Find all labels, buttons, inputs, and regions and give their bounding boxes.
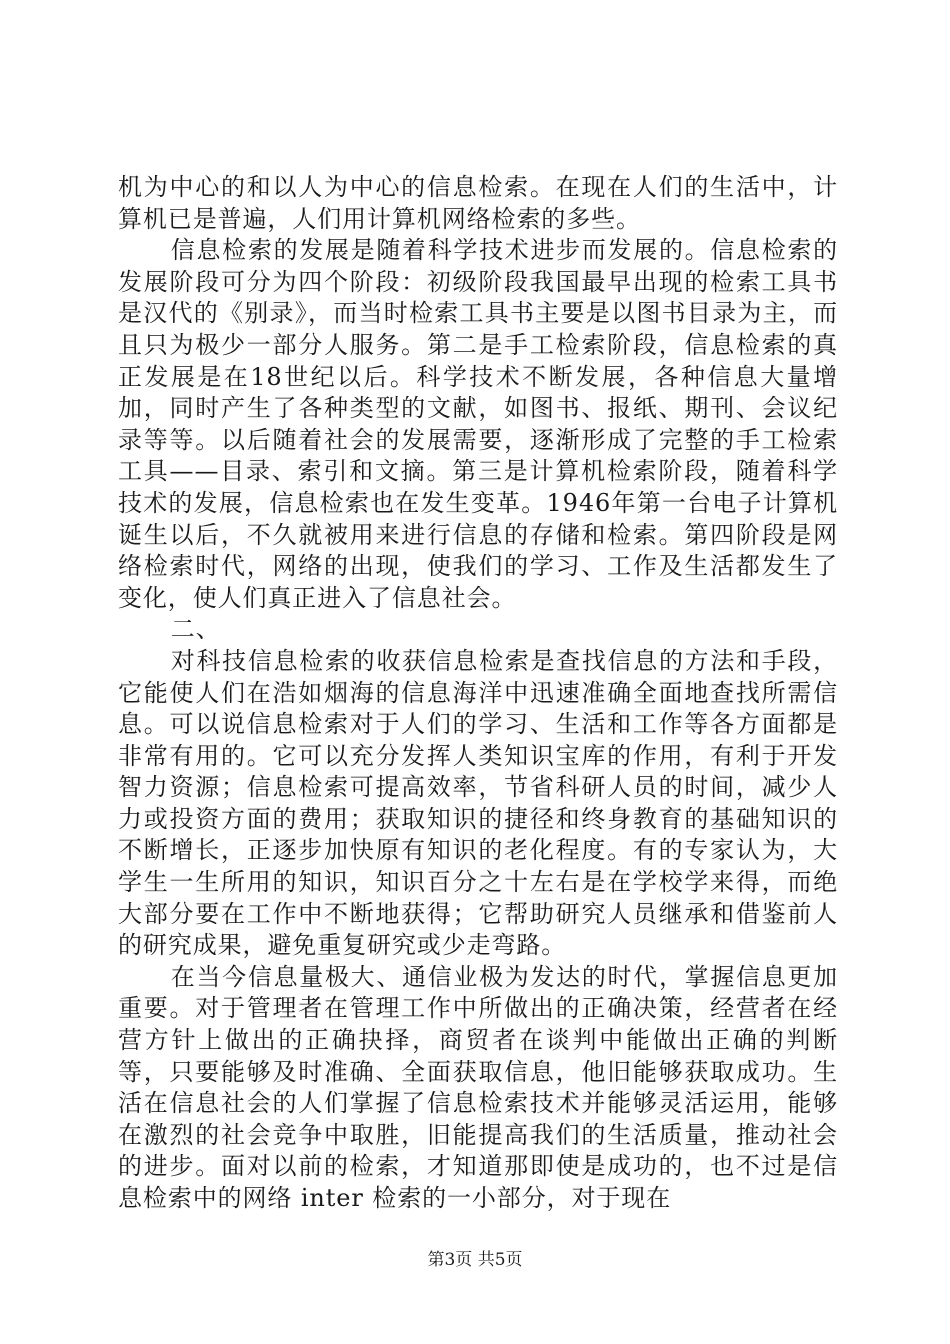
paragraph-2: 信息检索的发展是随着科学技术进步而发展的。信息检索的发展阶段可分为四个阶段：初级阶段我国最早出现的检索工具书是汉代的《别录》，而当时检索工具书主要是以图书目录为主，而且只为极少一部分人服务。第二是手工检索阶段，信息检索的真正发展是在18世纪以后。科学技术不断发展，各种信息大量增加，同时产生了各种类型的文献，如图书、报纸、期刊、会议纪录等等。以后随着社会的发展需要，逐渐形成了完整的手工检索工具——目录、索引和文摘。第三是计算机检索阶段，随着科学技术的发展，信息检索也在发生变革。1946年第一台电子计算机诞生以后，不久就被用来进行信息的存储和检索。第四阶段是网络检索时代，网络的出现，使我们的学习、工作及生活都发生了变化，使人们真正进入了信息社会。 [118, 236, 838, 612]
paragraph-3: 对科技信息检索的收获信息检索是查找信息的方法和手段，它能使人们在浩如烟海的信息海洋中迅速准确全面地查找所需信息。可以说信息检索对于人们的学习、生活和工作等各方面都是非常有用的。它可以充分发挥人类知识宝库的作用，有利于开发智力资源；信息检索可提高效率，节省科研人员的时间，减少人力或投资方面的费用；获取知识的捷径和终身教育的基础知识的不断增长，正逐步加快原有知识的老化程度。有的专家认为，大学生一生所用的知识，知识百分之十左右是在学校学来得，而绝大部分要在工作中不断地获得；它帮助研究人员继承和借鉴前人的研究成果，避免重复研究或少走弯路。 [118, 646, 838, 960]
paragraph-4: 在当今信息量极大、通信业极为发达的时代，掌握信息更加重要。对于管理者在管理工作中所做出的正确决策，经营者在经营方针上做出的正确抉择，商贸者在谈判中能做出正确的判断等，只要能够及时准确、全面获取信息，他旧能够获取成功。生活在信息社会的人们掌握了信息检索技术并能够灵活运用，能够在激烈的社会竞争中取胜，旧能提高我们的生活质量，推动社会的进步。面对以前的检索，才知道那即使是成功的，也不过是信息检索中的网络 inter 检索的一小部分，对于现在 [118, 962, 838, 1212]
page-number-footer: 第3页 共5页 [427, 1250, 523, 1270]
section-heading-two: 二、 [170, 615, 221, 644]
paragraph-1: 机为中心的和以人为中心的信息检索。在现在人们的生活中，计算机已是普遍，人们用计算机网络检索的多些。 [118, 173, 838, 233]
document-body [118, 172, 838, 1215]
